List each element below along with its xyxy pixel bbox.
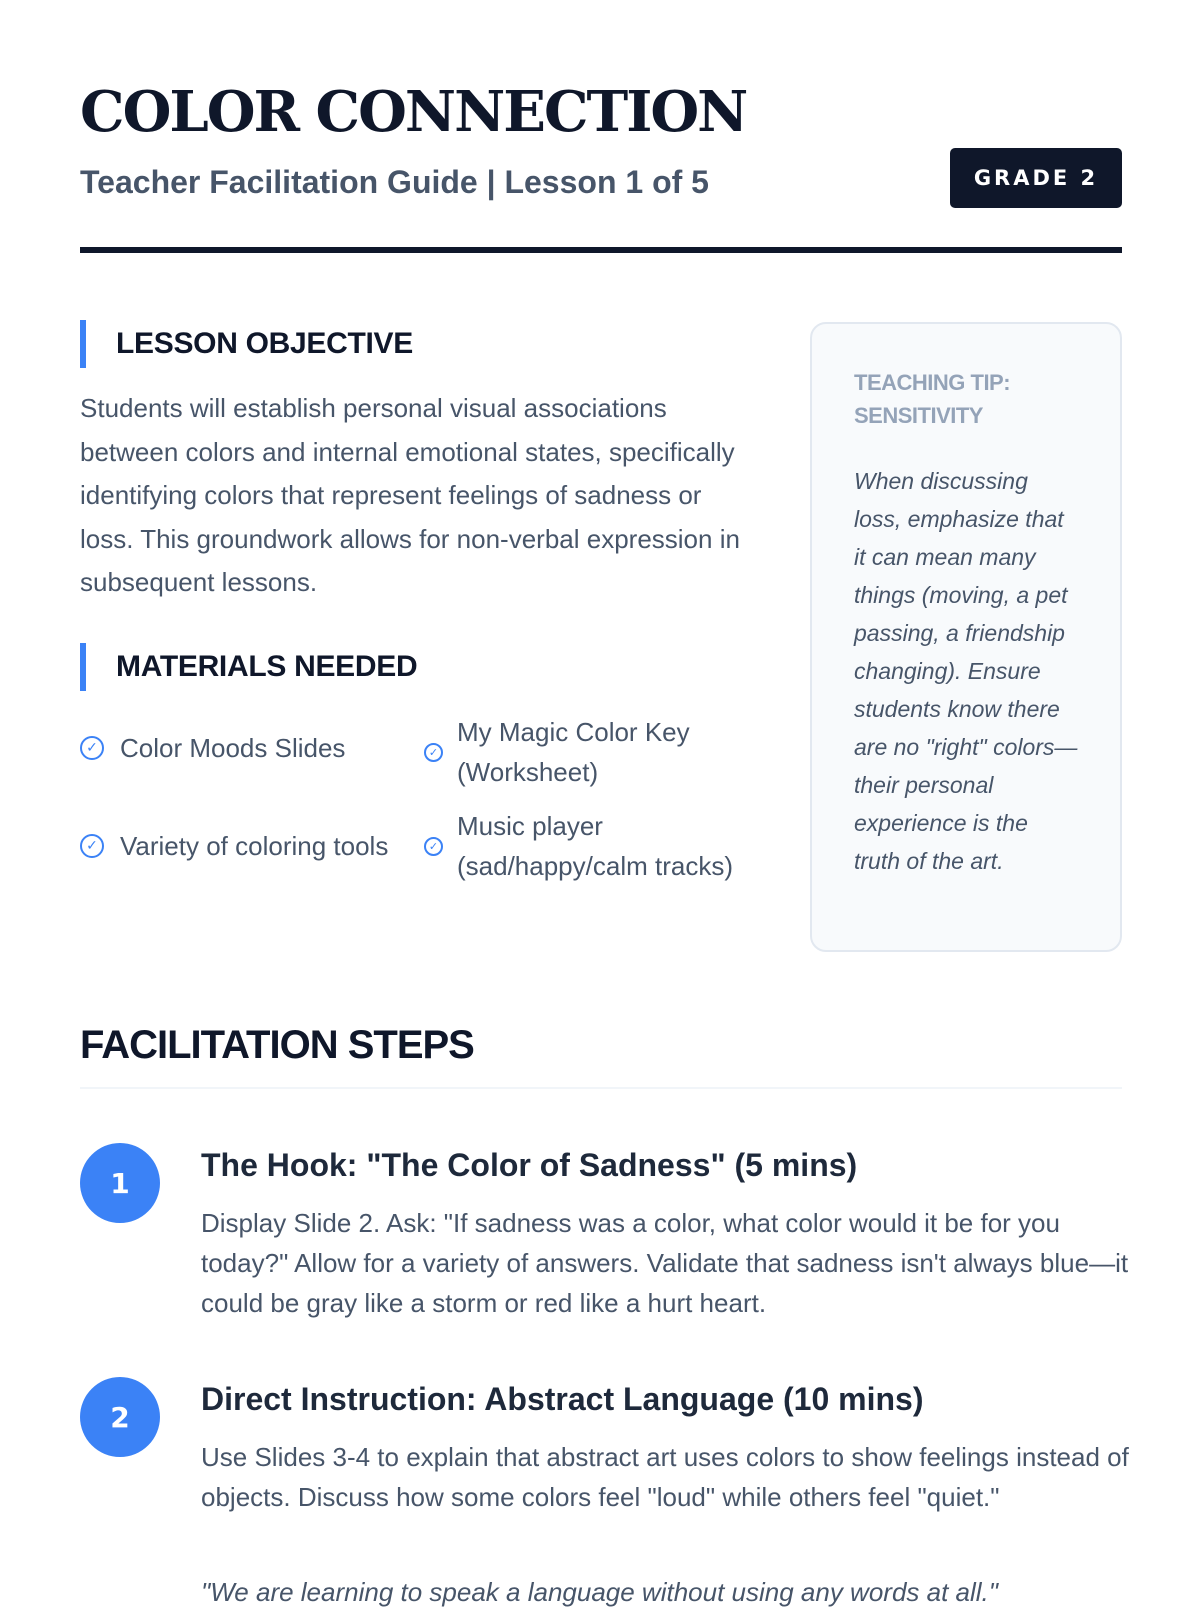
check-circle-icon: ✓ xyxy=(80,834,104,858)
material-label: Color Moods Slides xyxy=(120,733,346,763)
header-divider xyxy=(80,247,1122,253)
material-item xyxy=(424,806,754,886)
material-item xyxy=(424,712,754,792)
check-circle-icon: ✓ xyxy=(80,736,104,760)
materials-needed-heading: MATERIALS NEEDED xyxy=(80,643,417,691)
lesson-objective-text: Students will establish personal visual associations between colors and internal emotional states, specifically identifying colors that represent feelings of sadness or loss. This groundwork allows for non-verbal expression in subsequent lessons. xyxy=(80,393,740,597)
material-label: Music player (sad/happy/calm tracks) xyxy=(457,811,733,881)
step-description: Display Slide 2. Ask: "If sadness was a color, what color would it be for you today?" Allow for a variety of answers. Validate that sadness isn't always blue—it could be gray like a storm or red like a hurt heart. xyxy=(201,1208,1129,1318)
step-title: Direct Instruction: Abstract Language (10 mins) xyxy=(201,1381,924,1417)
check-circle-icon: ✓ xyxy=(424,743,443,762)
step-description: Use Slides 3-4 to explain that abstract art uses colors to show feelings instead of objects. Discuss how some colors feel "loud" while others feel "quiet." xyxy=(201,1442,1129,1512)
material-label: My Magic Color Key (Worksheet) xyxy=(457,717,690,787)
step-number-badge: 2 xyxy=(80,1377,160,1457)
step-quote: "We are learning to speak a language without using any words at all." xyxy=(201,1577,999,1607)
materials-list xyxy=(80,712,760,932)
teaching-tip-box xyxy=(810,322,1122,952)
steps-divider xyxy=(80,1087,1122,1089)
material-item xyxy=(80,728,410,768)
page-title: COLOR CONNECTION xyxy=(80,79,747,145)
material-item xyxy=(80,826,410,866)
step-title: The Hook: "The Color of Sadness" (5 mins) xyxy=(201,1147,858,1183)
page-subtitle: Teacher Facilitation Guide | Lesson 1 of 5 xyxy=(80,164,709,200)
teaching-tip-text: When discussing loss, emphasize that it can mean many things (moving, a pet passing, a friendship changing). Ensure students know there are no "right" colors—their personal experience is the truth of the art. xyxy=(854,468,1078,874)
check-circle-icon: ✓ xyxy=(424,837,443,856)
grade-badge: GRADE 2 xyxy=(950,148,1122,208)
teaching-tip-heading: TEACHING TIP: SENSITIVITY xyxy=(854,370,1011,428)
step-number-badge: 1 xyxy=(80,1143,160,1223)
lesson-objective-heading: LESSON OBJECTIVE xyxy=(80,320,413,368)
material-label: Variety of coloring tools xyxy=(120,831,389,861)
facilitation-steps-heading: FACILITATION STEPS xyxy=(80,1023,474,1067)
